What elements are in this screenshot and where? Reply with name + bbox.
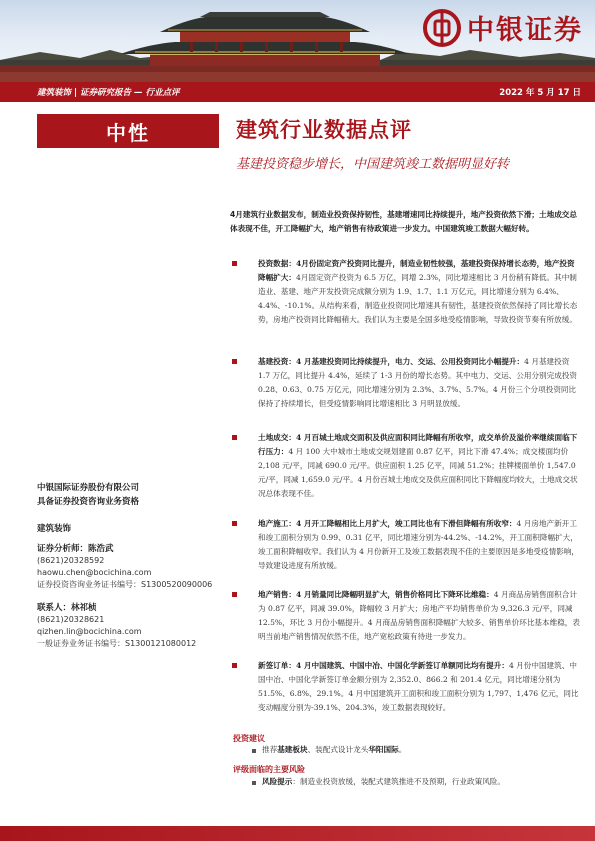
contact-name: 联系人：林祁桢 [37, 603, 97, 613]
section-heading: 土地成交：4 月百城土地成交面积及供应面积同比降幅有所收窄，成交单价及溢价率继续面临下行压力： [258, 433, 578, 456]
contact-email[interactable]: qizhen.lin@bocichina.com [37, 627, 142, 636]
recommendation-item [262, 743, 582, 757]
risk-item [262, 775, 582, 789]
org-info [37, 481, 219, 509]
section-sales [232, 588, 582, 644]
section-text: 4 月房地产新开工和竣工面积分别为 0.99、0.31 亿平，同比增速分别为-44.2%、-14.2%，开工面积降幅扩大，竣工面积降幅收窄。我们认为 4 月份新开工及竣工数据表现不佳的主要原因是多地受疫情影响，导致建设进度有所放缓。 [258, 519, 579, 570]
analyst-name: 证券分析师：陈浩武 [37, 544, 114, 554]
section-construction [232, 517, 582, 573]
category-bar [0, 82, 595, 102]
section-land [232, 431, 582, 501]
analyst-email[interactable]: haowu.chen@bocichina.com [37, 568, 152, 577]
section-bullet-icon [232, 521, 237, 526]
section-bullet-icon [232, 359, 237, 364]
bank-of-china-logo-icon [423, 9, 461, 47]
brand-logo [423, 8, 583, 47]
risk-label: 风险提示 [262, 777, 293, 786]
brand-name: 中银证券 [467, 15, 583, 46]
analyst-cert: 证券投资咨询业务证书编号：S1300520090006 [37, 580, 213, 589]
recommendation-sector: 基建板块 [277, 745, 308, 754]
section-bullet-icon [232, 663, 237, 668]
footer-bar [0, 826, 595, 841]
analyst-card [37, 543, 219, 591]
recommendation-bullet-icon [252, 749, 256, 753]
rating-badge: 中性 [37, 114, 219, 148]
section-text: 4 月基建投资 1.7 万亿，同比提升 4.4%，延续了 1-3 月份的增长态势。其中电力、交运、公用分别完成投资 0.28、0.63、0.75 万亿元，同比增速分别为 2.3%、3.7%、5.7%。4 月份三个分项投资同比保持了持续增长，但受疫情影响同比增速相比 3 月明显放缓。 [258, 357, 578, 408]
contact-phone: (8621)20328621 [37, 615, 105, 624]
recommendation-prefix: 推荐 [262, 745, 278, 754]
section-bullet-icon [232, 261, 237, 266]
risk-text: ：制造业投资放缓，装配式建筑推进不及预期，行业政策风险。 [292, 777, 505, 786]
recommendation-heading: 投资建议 [233, 734, 265, 743]
risk-bullet-icon [252, 781, 256, 785]
report-date: 2022 年 5 月 17 日 [499, 88, 581, 98]
section-bullet-icon [232, 435, 237, 440]
section-heading: 新签订单：4 月中国建筑、中国中冶、中国化学新签订单额同比均有提升： [258, 661, 509, 670]
report-subtitle: 基建投资稳步增长，中国建筑竣工数据明显好转 [236, 157, 510, 172]
section-text: 4 月 100 大中城市土地成交规划建面 0.87 亿平，同比下滑 47.4%；成交楼面均价 2,108 元/平，同减 690.0 元/平。供应面积 1.25 亿平，同减 51.2%；挂牌楼面单价 1,547.0 元/平，同减 1,659.0 元/平。4 月份百城土地成交及供应面积同比下降幅度均较大，土地成交状况总体表现不佳。 [258, 447, 578, 498]
recommendation-middle: 、装配式设计龙头 [307, 745, 369, 754]
section-heading: 投资数据：4月份固定资产投资同比提升，制造业韧性较强，基建投资保持增长态势，地产投资降幅扩大： [258, 259, 575, 282]
section-infrastructure [232, 355, 582, 411]
recommendation-end: 。 [398, 745, 407, 754]
section-text: 4月固定资产投资为 6.5 万亿，同增 2.3%，同比增速相比 3 月份稍有降低。其中制造业、基建、地产开发投资完成额分别为 1.9、1.7、1.1 万亿元，同比增速分别为 6.4%、4.4%、-10.1%。从结构来看，制造业投资同比增速具有韧性，基建投资依然保持了同比增长态势，房地产投资同比降幅稍大。我们认为主要是全国多地受疫情影响，导致投资节奏有所放缓。 [258, 273, 578, 324]
recommendation-stock: 华阳国际 [368, 745, 399, 754]
org-name: 中银国际证券股份有限公司 [37, 483, 140, 493]
contact-card [37, 602, 219, 650]
report-category: 建筑装饰 | 证券研究报告 — 行业点评 [37, 88, 180, 98]
industry-label: 建筑装饰 [37, 524, 72, 534]
section-heading: 地产销售：4 月销量同比降幅明显扩大，销售价格同比下降环比维稳： [258, 590, 494, 599]
header-banner [0, 0, 595, 82]
section-text: 4 月商品房销售面积合计为 0.87 亿平，同减 39.0%，降幅较 3 月扩大；房地产平均销售单价为 9,326.3 元/平，同减 12.5%，环比 3 月份小幅提升。4 月商品房销售面积降幅扩大较多、销售单价环比基本维稳，表明当前地产销售情况依然不佳，地产宽松政策有待进一步发力。 [258, 590, 580, 641]
section-orders [232, 659, 582, 715]
section-investment [232, 257, 582, 327]
section-text: 4 月份中国建筑、中国中冶、中国化学新签订单金额分别为 2,352.0、866.2 和 201.4 亿元，同比增速分别为 51.5%、6.8%、29.1%。4 月中国建筑开工面积和竣工面积分别为 1,797、1,476 亿元，同比变动幅度分别为-39.1%、204.3%，竣工数据表现较好。 [258, 661, 579, 712]
section-bullet-icon [232, 592, 237, 597]
section-heading: 基建投资：4 月基建投资同比持续提升，电力、交运、公用投资同比小幅提升： [258, 357, 525, 366]
section-heading: 地产施工：4 月开工降幅相比上月扩大，竣工同比也有下滑但降幅有所收窄： [258, 519, 517, 528]
risk-heading: 评级面临的主要风险 [233, 765, 305, 774]
report-summary: 4月建筑行业数据发布，制造业投资保持韧性，基建增速同比持续提升，地产投资依然下滑；土地成交总体表现不佳，开工降幅扩大，地产销售有待政策进一步发力。中国建筑竣工数据大幅好转。 [230, 210, 577, 233]
report-title: 建筑行业数据点评 [236, 118, 412, 142]
contact-cert: 一般证券业务证书编号：S1300121080012 [37, 639, 197, 648]
analyst-phone: (8621)20328592 [37, 556, 105, 565]
org-qualification: 具备证券投资咨询业务资格 [37, 497, 140, 507]
